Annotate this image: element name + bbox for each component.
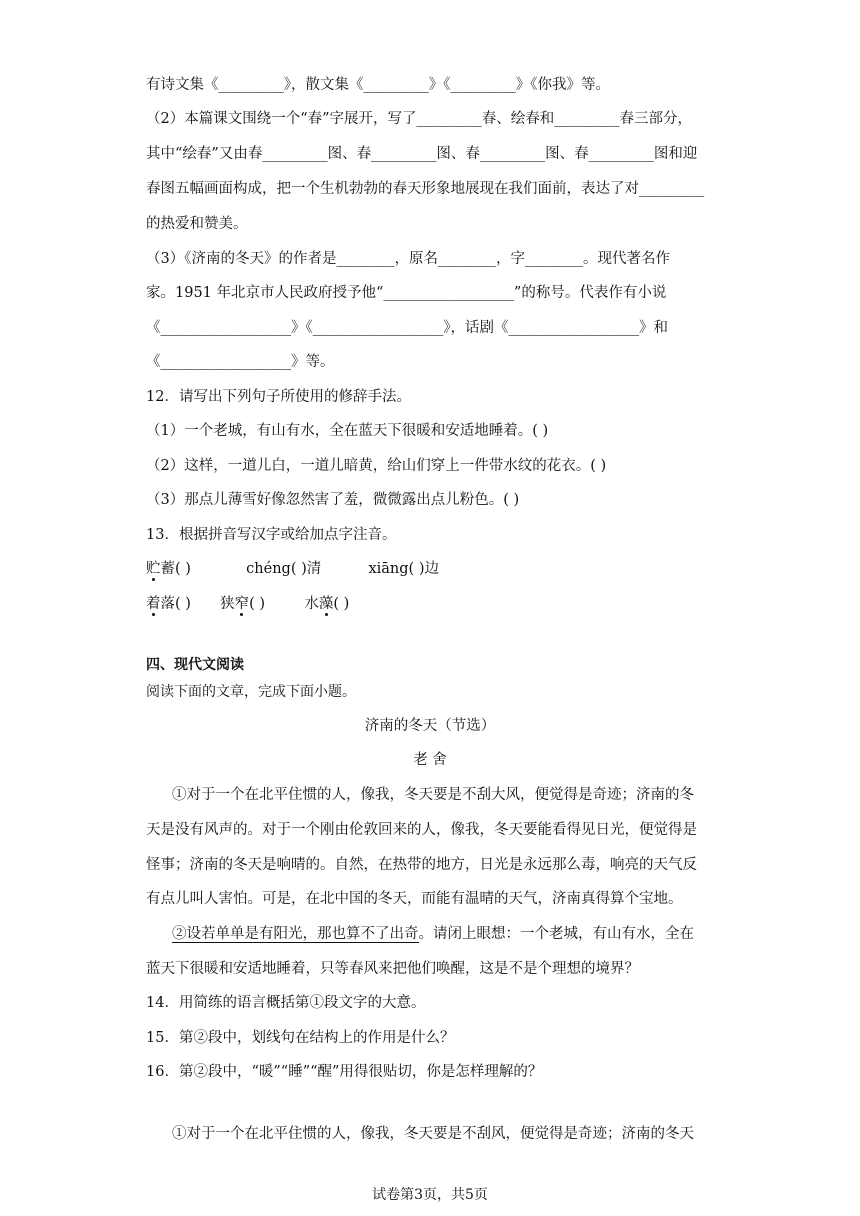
q13-item: 落( ) [160, 596, 191, 612]
dotted-char: 着 [146, 596, 161, 612]
q13-item: xiāng( )边 [368, 561, 439, 577]
dotted-char: 贮 [146, 561, 161, 577]
text-line: 其中“绘春”又由春_________图、春_________图、春_________图、春_________图和迎 [146, 146, 698, 162]
passage-line: ①对于一个在北平住惯的人，像我，冬天要是不刮风，便觉得是奇迹；济南的冬天 [172, 1126, 694, 1142]
section-heading: 四、现代文阅读 [146, 657, 244, 673]
text-line: 家。1951 年北京市人民政府授予他“__________________”的称号。代表作有小说 [146, 285, 667, 301]
q12-item-3: （3）那点儿薄雪好像忽然害了羞，微微露出点儿粉色。( ) [146, 492, 520, 508]
question-13: 13．根据拼音写汉字或给加点字注音。 [146, 527, 397, 543]
q13-row1 [146, 559, 439, 579]
text-line: 有诗文集《_________》，散文集《_________》《_________》《你我》等。 [146, 77, 610, 93]
dotted-char: 窄 [234, 596, 250, 612]
passage-line: ②设若单单是有阳光，那也算不了出奇。请闭上眼想：一个老城，有山有水，全在 [172, 926, 694, 942]
q13-item: 蓄( ) [160, 561, 191, 577]
question-12: 12．请写出下列句子所使用的修辞手法。 [146, 389, 411, 405]
article-title: 济南的冬天（节选） [364, 718, 496, 734]
text-line: （2）本篇课文围绕一个“春”字展开，写了_________春、绘春和_________春三部分， [146, 111, 693, 127]
text-line: 春图五幅画面构成，把一个生机勃勃的春天形象地展现在我们面前，表达了对_________ [146, 181, 705, 197]
question-15: 15．第②段中，划线句在结构上的作用是什么？ [146, 1030, 455, 1046]
text-line: 的热爱和赞美。 [146, 216, 248, 232]
q12-item-2: （2）这样，一道儿白，一道儿暗黄，给山们穿上一件带水纹的花衣。( ) [146, 458, 607, 474]
question-16: 16．第②段中，“暖”“睡”“醒”用得很贴切，你是怎样理解的？ [146, 1064, 543, 1080]
q13-row2: 着落( ) 狭窄( ) 水藻( ) [146, 596, 350, 612]
passage-line: 有点儿叫人害怕。可是，在北中国的冬天，而能有温晴的天气，济南真得算个宝地。 [146, 891, 683, 907]
passage-line: ①对于一个在北平住惯的人，像我，冬天要是不刮大风，便觉得是奇迹；济南的冬 [172, 787, 694, 803]
underlined-sentence: ②设若单单是有阳光，那也算不了出奇 [172, 926, 419, 942]
text-line: 《__________________》等。 [146, 354, 335, 370]
section-instruction: 阅读下面的文章，完成下面小题。 [146, 684, 356, 700]
page-footer: 试卷第3页，共5页 [372, 1187, 488, 1203]
passage-line: 怪事；济南的冬天是响晴的。自然，在热带的地方，日光是永远那么毒，响亮的天气反 [146, 857, 697, 873]
question-14: 14．用简练的语言概括第①段文字的大意。 [146, 995, 426, 1011]
text-line: 《__________________》《__________________》，话剧《__________________》和 [146, 320, 668, 336]
dotted-char: 藻 [318, 596, 334, 612]
q13-item: chéng( )清 [246, 561, 322, 577]
passage-line: 蓝天下很暖和安适地睡着，只等春风来把他们唤醒，这是不是个理想的境界？ [146, 961, 639, 977]
q12-item-1: （1）一个老城，有山有水，全在蓝天下很暖和安适地睡着。( ) [146, 423, 549, 439]
passage-line: 天是没有风声的。对于一个刚由伦敦回来的人，像我，冬天要能看得见日光，便觉得是 [146, 822, 697, 838]
text-line: （3）《济南的冬天》的作者是________，原名________，字________。现代著名作 [146, 251, 670, 267]
article-author: 老 舍 [413, 752, 447, 768]
